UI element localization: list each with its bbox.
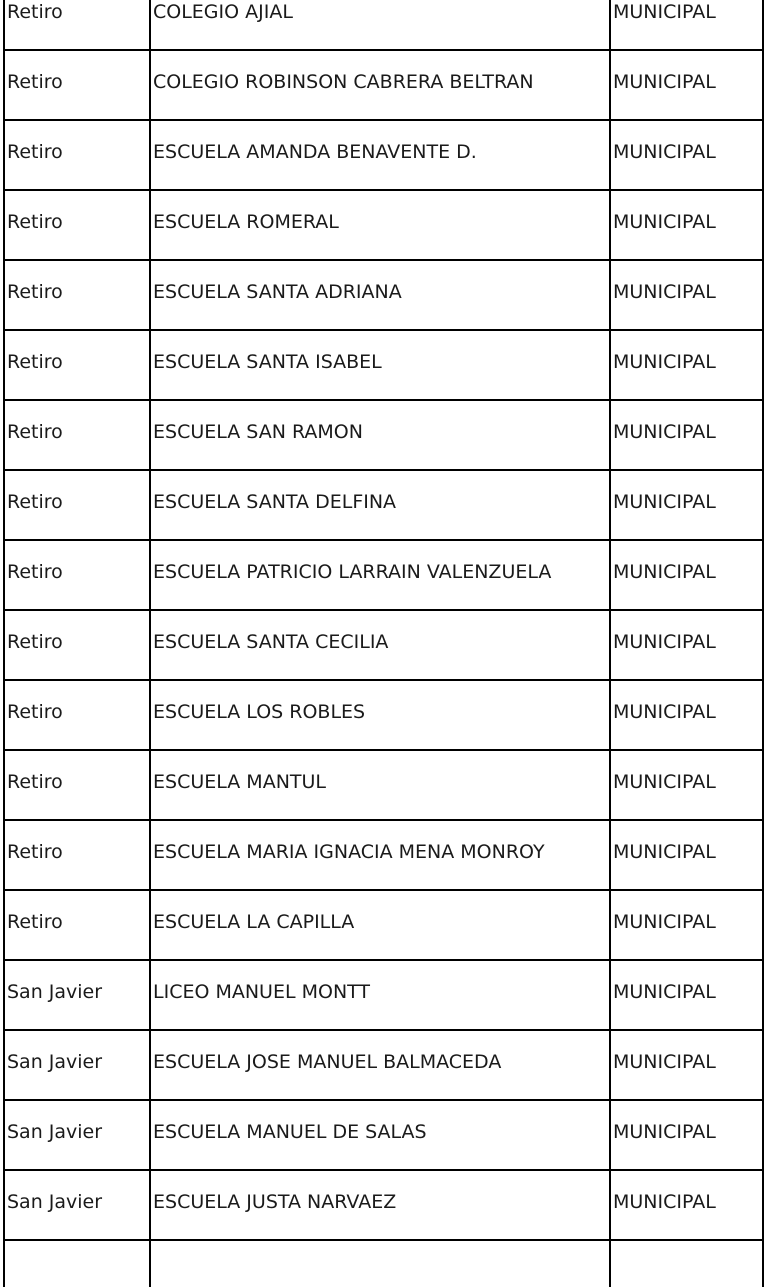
cell-dependencia: MUNICIPAL — [610, 1170, 763, 1240]
schools-table-body — [4, 0, 763, 1287]
table-row — [4, 1030, 763, 1100]
cell-comuna: Retiro — [4, 50, 150, 120]
cell-establecimiento: ESCUELA LOS ROBLES — [150, 680, 610, 750]
table-row — [4, 680, 763, 750]
cell-establecimiento: COLEGIO ROBINSON CABRERA BELTRAN — [150, 50, 610, 120]
cell-comuna: San Javier — [4, 1170, 150, 1240]
cell-dependencia: MUNICIPAL — [610, 470, 763, 540]
cell-dependencia: MUNICIPAL — [610, 610, 763, 680]
cell-comuna: Retiro — [4, 610, 150, 680]
cell-establecimiento: ESCUELA MARIA IGNACIA MENA MONROY — [150, 820, 610, 890]
cell-dependencia: MUNICIPAL — [610, 400, 763, 470]
cell-establecimiento: COLEGIO AJIAL — [150, 0, 610, 50]
cell-dependencia: MUNICIPAL — [610, 820, 763, 890]
table-row — [4, 890, 763, 960]
cell-establecimiento: ESCUELA JOSE MANUEL BALMACEDA — [150, 1030, 610, 1100]
cell-dependencia: MUNICIPAL — [610, 1100, 763, 1170]
table-row — [4, 330, 763, 400]
cell-comuna: Retiro — [4, 890, 150, 960]
cell-comuna: Retiro — [4, 260, 150, 330]
table-row — [4, 820, 763, 890]
cell-comuna: Retiro — [4, 820, 150, 890]
cell-dependencia: MUNICIPAL — [610, 890, 763, 960]
cell-comuna: Retiro — [4, 190, 150, 260]
cell-dependencia: MUNICIPAL — [610, 260, 763, 330]
cell-establecimiento: ESCUELA ROMERAL — [150, 190, 610, 260]
table-row — [4, 540, 763, 610]
cell-dependencia: MUNICIPAL — [610, 680, 763, 750]
table-row — [4, 260, 763, 330]
cell-establecimiento: ESCUELA LA CAPILLA — [150, 890, 610, 960]
cell-empty — [610, 1240, 763, 1287]
table-row — [4, 1100, 763, 1170]
table-row — [4, 190, 763, 260]
table-row — [4, 610, 763, 680]
cell-comuna: San Javier — [4, 960, 150, 1030]
cell-comuna: Retiro — [4, 120, 150, 190]
cell-dependencia: MUNICIPAL — [610, 50, 763, 120]
cell-dependencia: MUNICIPAL — [610, 330, 763, 400]
cell-empty — [4, 1240, 150, 1287]
cell-establecimiento: ESCUELA PATRICIO LARRAIN VALENZUELA — [150, 540, 610, 610]
cell-dependencia: MUNICIPAL — [610, 0, 763, 50]
table-row — [4, 120, 763, 190]
table-row — [4, 1170, 763, 1240]
cell-comuna: Retiro — [4, 330, 150, 400]
cell-establecimiento: ESCUELA SANTA ADRIANA — [150, 260, 610, 330]
cell-establecimiento: ESCUELA SAN RAMON — [150, 400, 610, 470]
cell-establecimiento: ESCUELA AMANDA BENAVENTE D. — [150, 120, 610, 190]
cell-dependencia: MUNICIPAL — [610, 960, 763, 1030]
table-row — [4, 0, 763, 50]
table-row — [4, 960, 763, 1030]
cell-dependencia: MUNICIPAL — [610, 190, 763, 260]
cell-comuna: Retiro — [4, 0, 150, 50]
cell-dependencia: MUNICIPAL — [610, 750, 763, 820]
cell-comuna: San Javier — [4, 1030, 150, 1100]
cell-comuna: Retiro — [4, 470, 150, 540]
table-row — [4, 750, 763, 820]
cell-dependencia: MUNICIPAL — [610, 540, 763, 610]
cell-comuna: Retiro — [4, 680, 150, 750]
cell-establecimiento: ESCUELA SANTA CECILIA — [150, 610, 610, 680]
cell-comuna: Retiro — [4, 750, 150, 820]
cell-empty — [150, 1240, 610, 1287]
cell-establecimiento: ESCUELA JUSTA NARVAEZ — [150, 1170, 610, 1240]
cell-dependencia: MUNICIPAL — [610, 120, 763, 190]
cell-comuna: San Javier — [4, 1100, 150, 1170]
cell-establecimiento: LICEO MANUEL MONTT — [150, 960, 610, 1030]
cell-establecimiento: ESCUELA MANTUL — [150, 750, 610, 820]
table-row — [4, 470, 763, 540]
cell-establecimiento: ESCUELA SANTA DELFINA — [150, 470, 610, 540]
cell-establecimiento: ESCUELA MANUEL DE SALAS — [150, 1100, 610, 1170]
cell-dependencia: MUNICIPAL — [610, 1030, 763, 1100]
table-row-partial — [4, 1240, 763, 1287]
cell-establecimiento: ESCUELA SANTA ISABEL — [150, 330, 610, 400]
table-row — [4, 50, 763, 120]
cell-comuna: Retiro — [4, 540, 150, 610]
schools-table-container — [3, 0, 762, 1287]
table-row — [4, 400, 763, 470]
schools-table — [3, 0, 764, 1287]
cell-comuna: Retiro — [4, 400, 150, 470]
